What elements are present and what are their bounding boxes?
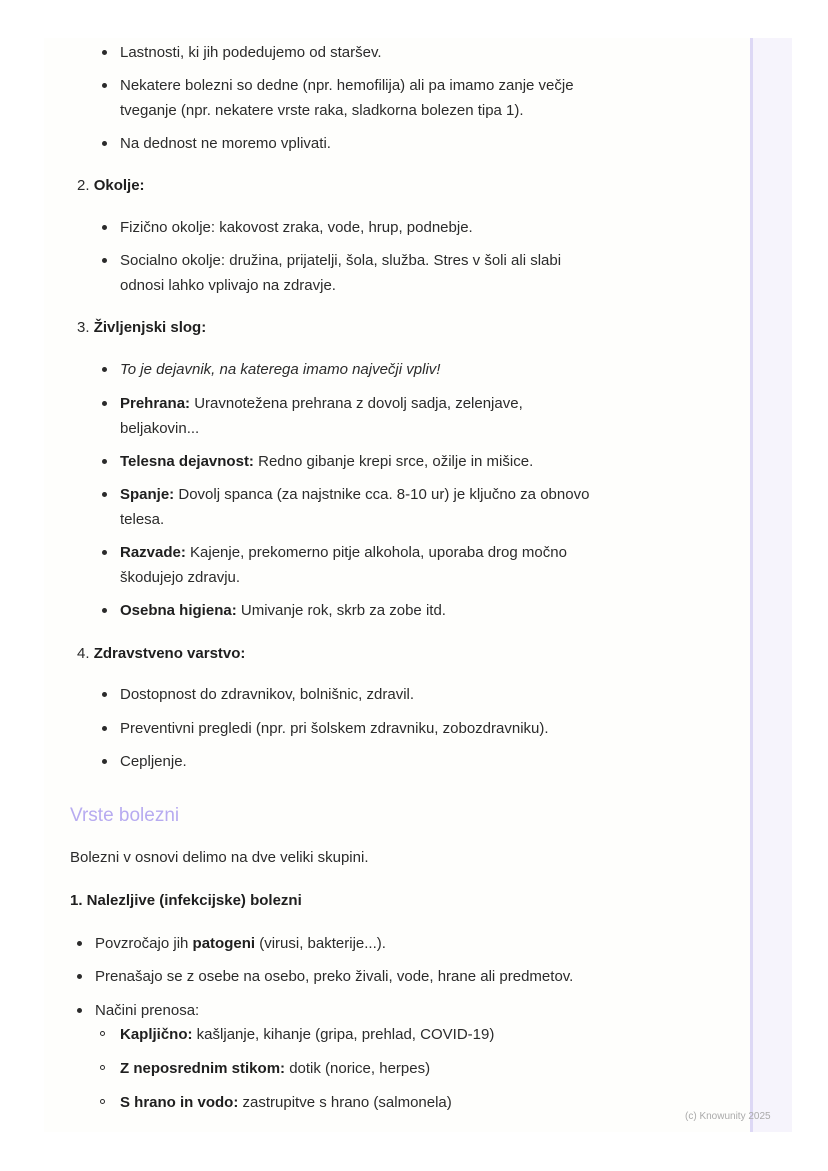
list-item	[120, 73, 760, 123]
list-item: Prehrana: Uravnotežena prehrana z dovolj sadja, zelenjave, beljakovin...	[120, 391, 760, 441]
list-item-text: Dostopnost do zdravnikov, bolnišnic, zdravil.	[120, 686, 415, 703]
section-heading-healthcare: 4. Zdravstveno varstvo:	[77, 645, 246, 662]
list-item	[120, 215, 760, 240]
list-item	[95, 964, 735, 989]
list-item-text: Cepljenje.	[120, 753, 187, 770]
list-item-text: To je dejavnik, na katerega imamo največji vpliv!	[120, 361, 441, 378]
paragraph: Bolezni v osnovi delimo na dve veliki skupini.	[70, 849, 369, 866]
list-item	[95, 998, 735, 1023]
list-item	[120, 357, 760, 382]
sub-list-item: S hrano in vodo: zastrupitve s hrano (salmonela)	[120, 1090, 452, 1115]
list-item	[120, 682, 760, 707]
list-item-text: odnosi lahko vplivajo na zdravje.	[120, 277, 336, 294]
section-heading-environment: 2. Okolje:	[77, 177, 145, 194]
list-item-text: Načini prenosa:	[95, 1002, 200, 1019]
sub-list-item: Kapljično: kašljanje, kihanje (gripa, prehlad, COVID-19)	[120, 1022, 494, 1047]
list-item: Spanje: Dovolj spanca (za najstnike cca. 8-10 ur) je ključno za obnovo telesa.	[120, 482, 760, 532]
section-title-diseases: Vrste bolezni	[70, 805, 180, 826]
list-item-text: tveganje (npr. nekatere vrste raka, sladkorna bolezen tipa 1).	[120, 102, 524, 119]
list-item: Osebna higiena: Umivanje rok, skrb za zobe itd.	[120, 598, 760, 623]
list-item	[120, 749, 760, 774]
copyright-footer: (c) Knowunity 2025	[685, 1111, 771, 1122]
subsection-title-infectious: 1. Nalezljive (infekcijske) bolezni	[70, 892, 302, 909]
list-item-text: Socialno okolje: družina, prijatelji, šola, služba. Stres v šoli ali slabi	[120, 252, 562, 269]
list-item	[120, 716, 760, 741]
list-item-text: Prenašajo se z osebe na osebo, preko živali, vode, hrane ali predmetov.	[95, 968, 574, 985]
list-item-text: Preventivni pregledi (npr. pri šolskem zdravniku, zobozdravniku).	[120, 720, 549, 737]
list-item: Telesna dejavnost: Redno gibanje krepi srce, ožilje in mišice.	[120, 449, 760, 474]
list-item	[120, 248, 760, 298]
list-item	[120, 131, 760, 156]
list-item-text: Lastnosti, ki jih podedujemo od staršev.	[120, 44, 382, 61]
list-item: Razvade: Kajenje, prekomerno pitje alkohola, uporaba drog močno škodujejo zdravju.	[120, 540, 760, 590]
list-item	[120, 40, 760, 65]
list-item-text: Fizično okolje: kakovost zraka, vode, hrup, podnebje.	[120, 219, 473, 236]
list-item: Povzročajo jih patogeni (virusi, bakterije...).	[95, 931, 735, 956]
section-heading-lifestyle: 3. Življenjski slog:	[77, 319, 207, 336]
list-item-text: Na dednost ne moremo vplivati.	[120, 135, 331, 152]
sub-list-item: Z neposrednim stikom: dotik (norice, herpes)	[120, 1056, 430, 1081]
list-item-text: Nekatere bolezni so dedne (npr. hemofilija) ali pa imamo zanje večje	[120, 77, 574, 94]
